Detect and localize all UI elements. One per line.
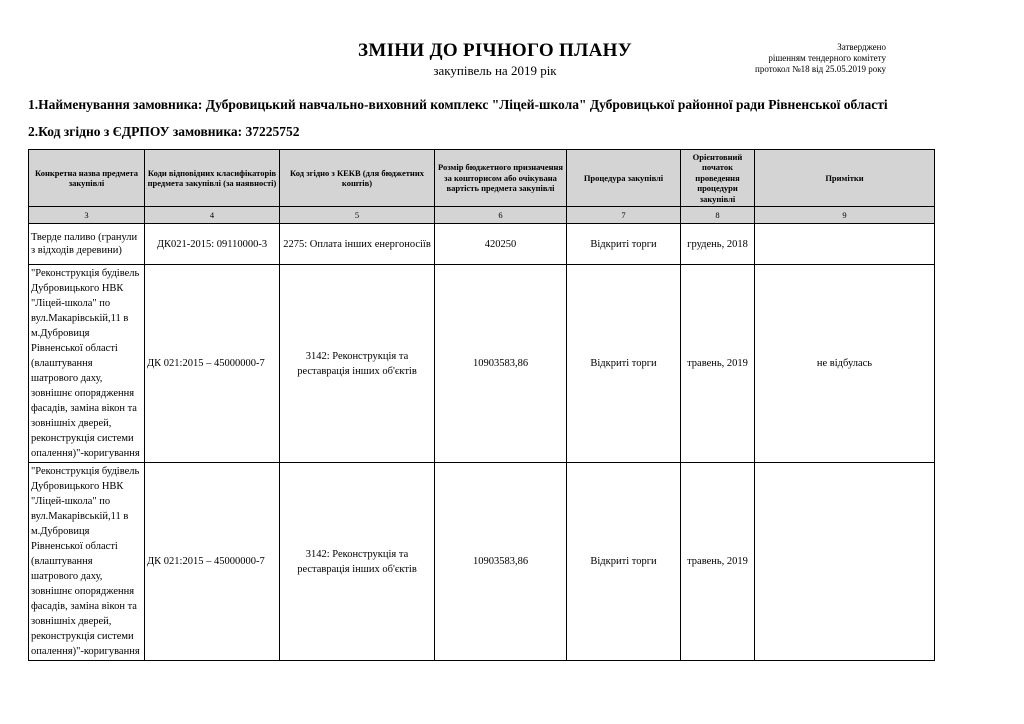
header-cell: Код згідно з КЕКВ (для бюджетних коштів) bbox=[280, 150, 435, 207]
header-cell: Примітки bbox=[755, 150, 935, 207]
kekv-cell: 3142: Реконструкція та реставрація інших об'єктів bbox=[280, 265, 435, 463]
notes-cell: не відбулась bbox=[755, 265, 935, 463]
notes-cell bbox=[755, 463, 935, 661]
column-number: 5 bbox=[280, 207, 435, 224]
customer-name-line: 1.Найменування замовника: Дубровицький навчально-виховний комплекс "Ліцей-школа" Дубровицької районної ради Рівненської області bbox=[28, 97, 888, 112]
column-number: 7 bbox=[567, 207, 681, 224]
item-name-cell: "Реконструкція будівель Дубровицького НВК "Ліцей-школа" по вул.Макарівській,11 в м.Дубровиця Рівненської області (влаштування шатрового даху, зовнішнє опорядження фасадів, заміна вікон та зовнішніх дверей, реконструкція системи опалення)"-коригування bbox=[29, 463, 145, 661]
amount-cell: 10903583,86 bbox=[435, 463, 567, 661]
table-row bbox=[29, 224, 935, 265]
approval-note bbox=[755, 42, 886, 75]
approval-line: рішенням тендерного комітету bbox=[768, 53, 886, 63]
kekv-cell: 3142: Реконструкція та реставрація інших об'єктів bbox=[280, 463, 435, 661]
classifier-code-cell: ДК 021:2015 – 45000000-7 bbox=[145, 463, 280, 661]
procurement-table bbox=[28, 149, 935, 661]
document-title: ЗМІНИ ДО РІЧНОГО ПЛАНУ bbox=[358, 40, 632, 61]
approval-line: протокол №18 від 25.05.2019 року bbox=[755, 64, 886, 74]
document-title-block bbox=[330, 40, 660, 79]
column-number: 6 bbox=[435, 207, 567, 224]
document-subtitle: закупівель на 2019 рік bbox=[433, 63, 557, 78]
classifier-code-cell: ДК 021:2015 – 45000000-7 bbox=[145, 265, 280, 463]
column-number: 4 bbox=[145, 207, 280, 224]
column-number: 8 bbox=[681, 207, 755, 224]
column-number: 3 bbox=[29, 207, 145, 224]
approval-line: Затверджено bbox=[837, 42, 886, 52]
table-row bbox=[29, 463, 935, 661]
notes-cell bbox=[755, 224, 935, 265]
column-number: 9 bbox=[755, 207, 935, 224]
table-header-row bbox=[29, 150, 935, 207]
header-cell: Орієнтовний початок проведення процедури закупівлі bbox=[681, 150, 755, 207]
start-date-cell: травень, 2019 bbox=[681, 463, 755, 661]
column-number-row bbox=[29, 207, 935, 224]
start-date-cell: травень, 2019 bbox=[681, 265, 755, 463]
edrpou-line: 2.Код згідно з ЄДРПОУ замовника: 37225752 bbox=[28, 124, 300, 139]
item-name-cell: "Реконструкція будівель Дубровицького НВК "Ліцей-школа" по вул.Макарівській,11 в м.Дубровиця Рівненської області (влаштування шатрового даху, зовнішнє опорядження фасадів, заміна вікон та зовнішніх дверей, реконструкція системи опалення)"-коригування bbox=[29, 265, 145, 463]
kekv-cell: 2275: Оплата інших енергоносіїв bbox=[280, 224, 435, 265]
item-name-cell: Тверде паливо (гранули з відходів деревини) bbox=[29, 224, 145, 265]
procedure-cell: Відкриті торги bbox=[567, 224, 681, 265]
classifier-code-cell: ДК021-2015: 09110000-3 bbox=[145, 224, 280, 265]
table-row bbox=[29, 265, 935, 463]
start-date-cell: грудень, 2018 bbox=[681, 224, 755, 265]
header-cell: Процедура закупівлі bbox=[567, 150, 681, 207]
amount-cell: 10903583,86 bbox=[435, 265, 567, 463]
procedure-cell: Відкриті торги bbox=[567, 265, 681, 463]
header-cell: Розмір бюджетного призначення за кошторисом або очікувана вартість предмета закупівлі bbox=[435, 150, 567, 207]
amount-cell: 420250 bbox=[435, 224, 567, 265]
header-cell: Конкретна назва предмета закупівлі bbox=[29, 150, 145, 207]
procedure-cell: Відкриті торги bbox=[567, 463, 681, 661]
header-cell: Коди відповідних класифікаторів предмета закупівлі (за наявності) bbox=[145, 150, 280, 207]
